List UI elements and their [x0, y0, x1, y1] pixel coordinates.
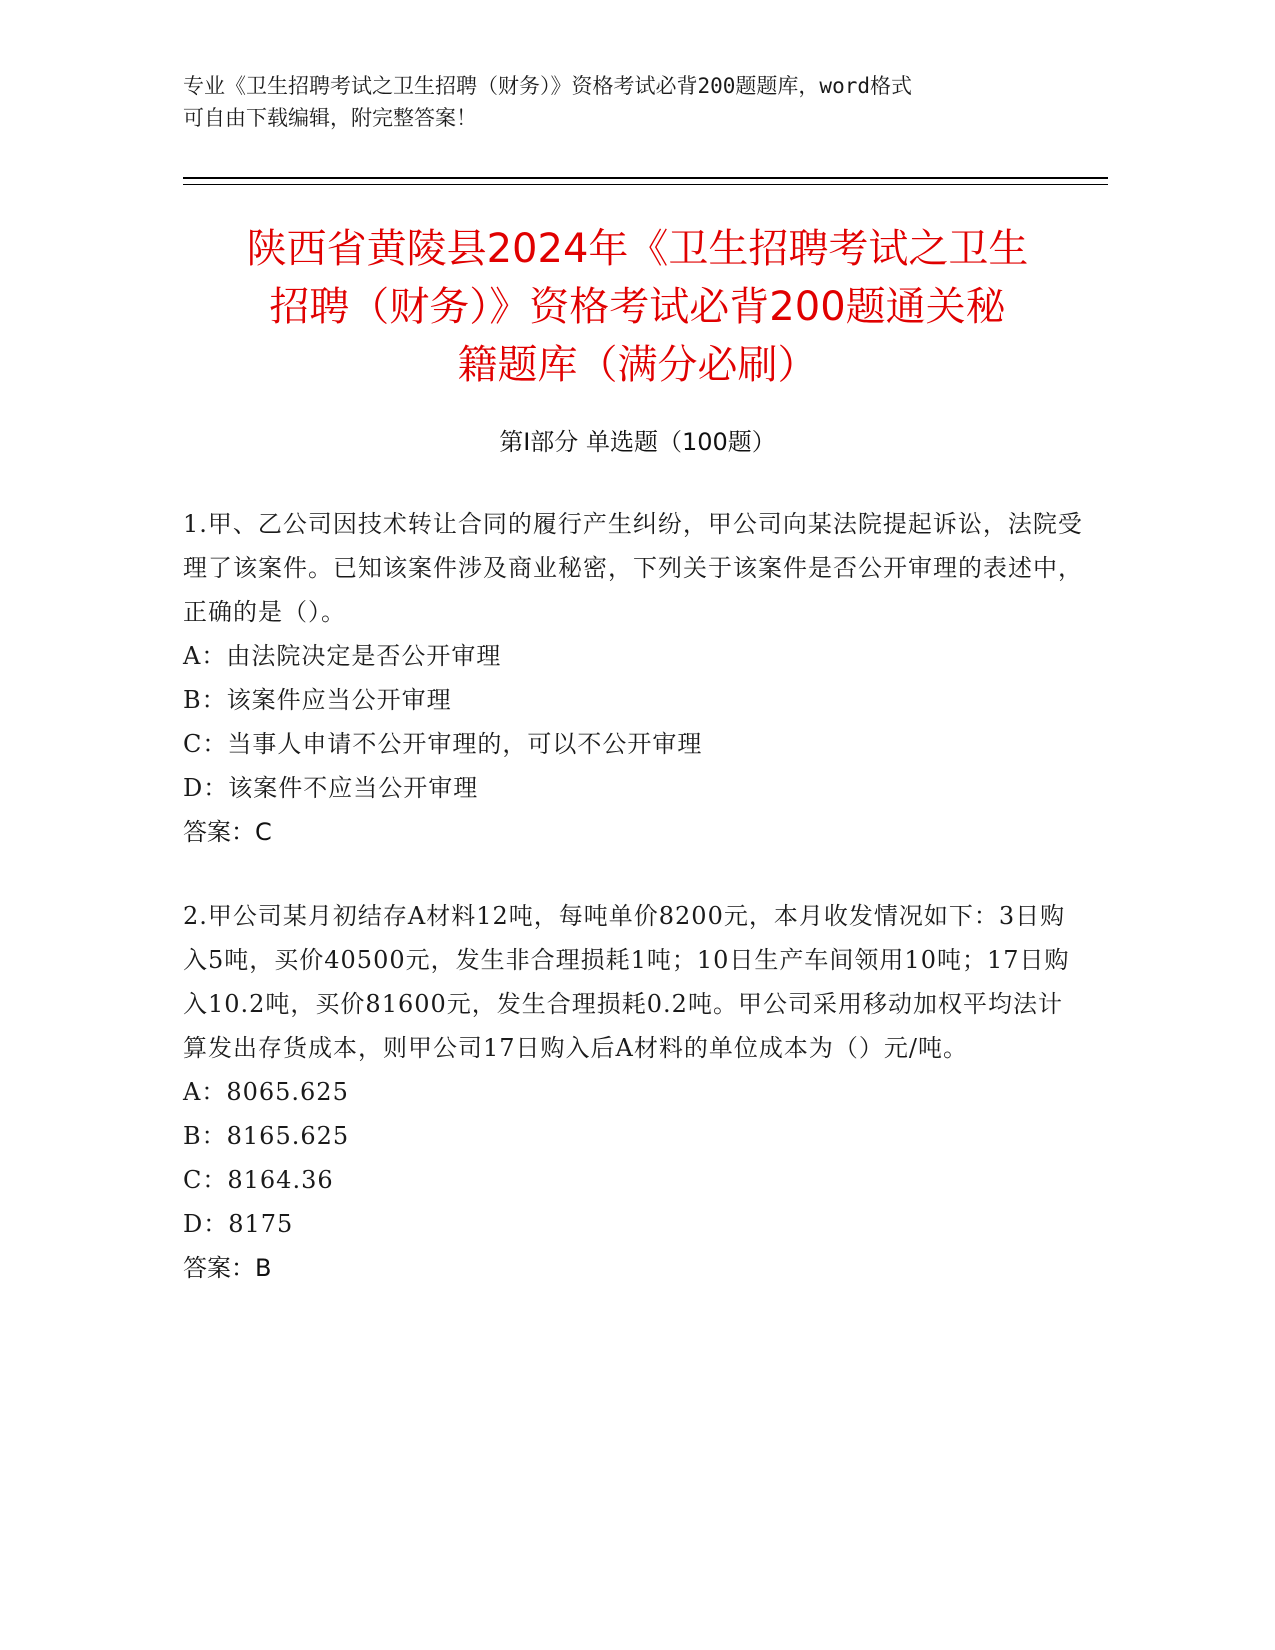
- title-line-3: 籍题库（满分必刷）: [457, 342, 818, 388]
- header-divider-thick: [183, 177, 1108, 179]
- question-item: [183, 502, 1083, 854]
- title-line-1: 陕西省黄陵县2024年《卫生招聘考试之卫生: [246, 226, 1029, 272]
- title-line-2: 招聘（财务）》资格考试必背200题通关秘: [269, 284, 1006, 330]
- option-d: D：该案件不应当公开审理: [183, 774, 479, 802]
- option-d: D：8175: [183, 1210, 294, 1238]
- header-note-line-2: 可自由下载编辑，附完整答案！: [183, 106, 477, 130]
- question-stem: 2.甲公司某月初结存A材料12吨，每吨单价8200元，本月收发情况如下：3日购入5吨，买价40500元，发生非合理损耗1吨；10日生产车间领用10吨；17日购入10.2吨，买价81600元，发生合理损耗0.2吨。甲公司采用移动加权平均法计算发出存货成本，则甲公司17日购入后A材料的单位成本为（）元/吨。: [183, 902, 1070, 1062]
- answer-line: 答案：C: [183, 818, 272, 846]
- document-title: [150, 220, 1125, 394]
- option-a: A：8065.625: [183, 1078, 349, 1106]
- header-divider-thin: [183, 184, 1108, 185]
- header-note: [183, 70, 1043, 134]
- header-note-line-1: 专业《卫生招聘考试之卫生招聘（财务）》资格考试必背200题题库，word格式: [183, 74, 912, 98]
- answer-line: 答案：B: [183, 1254, 272, 1282]
- option-c: C：当事人申请不公开审理的，可以不公开审理: [183, 730, 703, 758]
- option-b: B：该案件应当公开审理: [183, 686, 452, 714]
- question-item: [183, 894, 1083, 1290]
- section-heading: 第Ⅰ部分 单选题（100题）: [499, 428, 776, 456]
- option-b: B：8165.625: [183, 1122, 350, 1150]
- question-stem: 1.甲、乙公司因技术转让合同的履行产生纠纷，甲公司向某法院提起诉讼，法院受理了该案件。已知该案件涉及商业秘密，下列关于该案件是否公开审理的表述中，正确的是（）。: [183, 510, 1083, 626]
- option-a: A：由法院决定是否公开审理: [183, 642, 502, 670]
- option-c: C：8164.36: [183, 1166, 334, 1194]
